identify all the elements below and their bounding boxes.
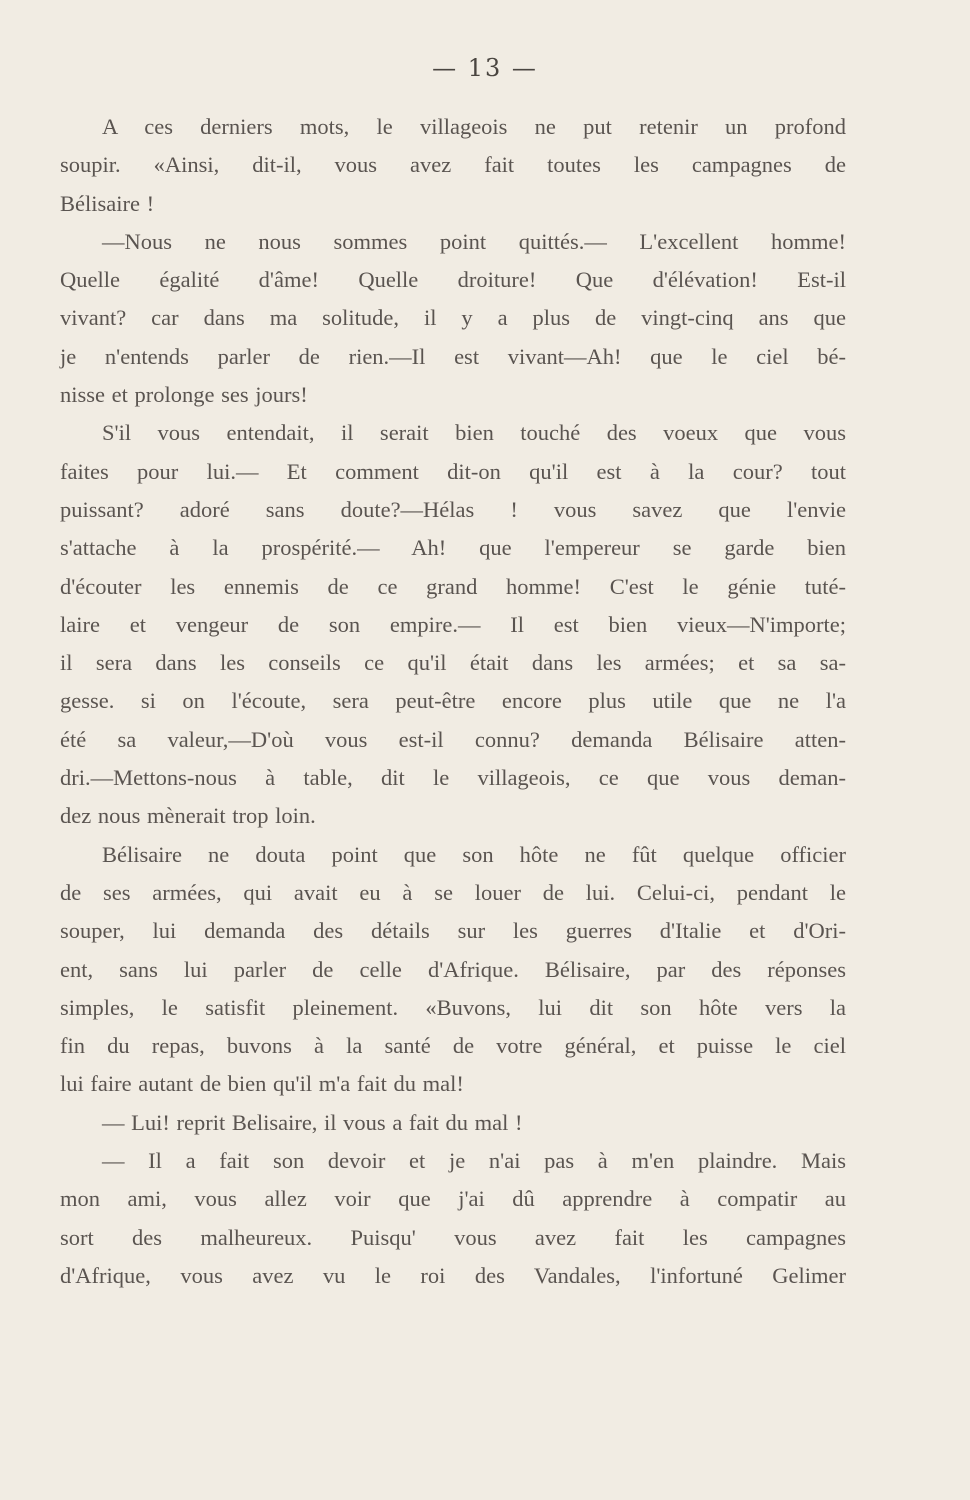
text-line: faites pour lui.— Et comment dit-on qu'il est à la cour? tout [60,458,846,484]
text-line: fin du repas, buvons à la santé de votre général, et puisse le ciel [60,1033,846,1059]
text-line: soupir. «Ainsi, dit-il, vous avez fait toutes les campagnes de [60,152,846,178]
text-line: — Lui! reprit Belisaire, il vous a fait du mal ! [102,1109,523,1135]
text-line: souper, lui demanda des détails sur les guerres d'Italie et d'Ori- [60,918,846,944]
text-line: laire et vengeur de son empire.— Il est bien vieux—N'importe; [60,611,846,637]
text-line: Quelle égalité d'âme! Quelle droiture! Que d'élévation! Est-il [60,267,846,293]
text-line: dri.—Mettons-nous à table, dit le villageois, ce que vous deman- [60,765,846,791]
text-line: sort des malheureux. Puisqu' vous avez fait les campagnes [60,1224,846,1250]
text-line: gesse. si on l'écoute, sera peut-être encore plus utile que ne l'a [60,688,846,714]
text-line: Bélisaire ne douta point que son hôte ne fût quelque officier [102,841,846,867]
text-line: d'écouter les ennemis de ce grand homme! C'est le génie tuté- [60,573,846,599]
text-line: je n'entends parler de rien.—Il est vivant—Ah! que le ciel bé- [60,343,846,369]
body-text [60,108,846,1295]
text-line: vivant? car dans ma solitude, il y a plus de vingt-cinq ans que [60,305,846,331]
page-number: — 13 — [432,54,538,82]
text-line: S'il vous entendait, il serait bien touché des voeux que vous [102,420,846,446]
text-line: puissant? adoré sans doute?—Hélas ! vous savez que l'envie [60,496,846,522]
text-line: dez nous mènerait trop loin. [60,803,316,829]
text-line: — Il a fait son devoir et je n'ai pas à m'en plaindre. Mais [102,1148,846,1174]
text-line: Bélisaire ! [60,190,155,216]
text-line: s'attache à la prospérité.— Ah! que l'empereur se garde bien [60,535,846,561]
text-line: mon ami, vous allez voir que j'ai dû apprendre à compatir au [60,1186,846,1212]
text-line: simples, le satisfit pleinement. «Buvons, lui dit son hôte vers la [60,994,846,1020]
text-line: il sera dans les conseils ce qu'il était dans les armées; et sa sa- [60,650,846,676]
text-line: été sa valeur,—D'où vous est-il connu? demanda Bélisaire atten- [60,726,846,752]
text-line: —Nous ne nous sommes point quittés.— L'excellent homme! [102,228,846,254]
text-line: nisse et prolonge ses jours! [60,382,308,408]
text-line: ent, sans lui parler de celle d'Afrique. Bélisaire, par des réponses [60,956,846,982]
text-line: de ses armées, qui avait eu à se louer de lui. Celui-ci, pendant le [60,879,846,905]
text-line: A ces derniers mots, le villageois ne put retenir un profond [102,114,846,139]
text-line: d'Afrique, vous avez vu le roi des Vandales, l'infortuné Gelimer [60,1262,846,1288]
text-line: lui faire autant de bien qu'il m'a fait du mal! [60,1071,464,1097]
